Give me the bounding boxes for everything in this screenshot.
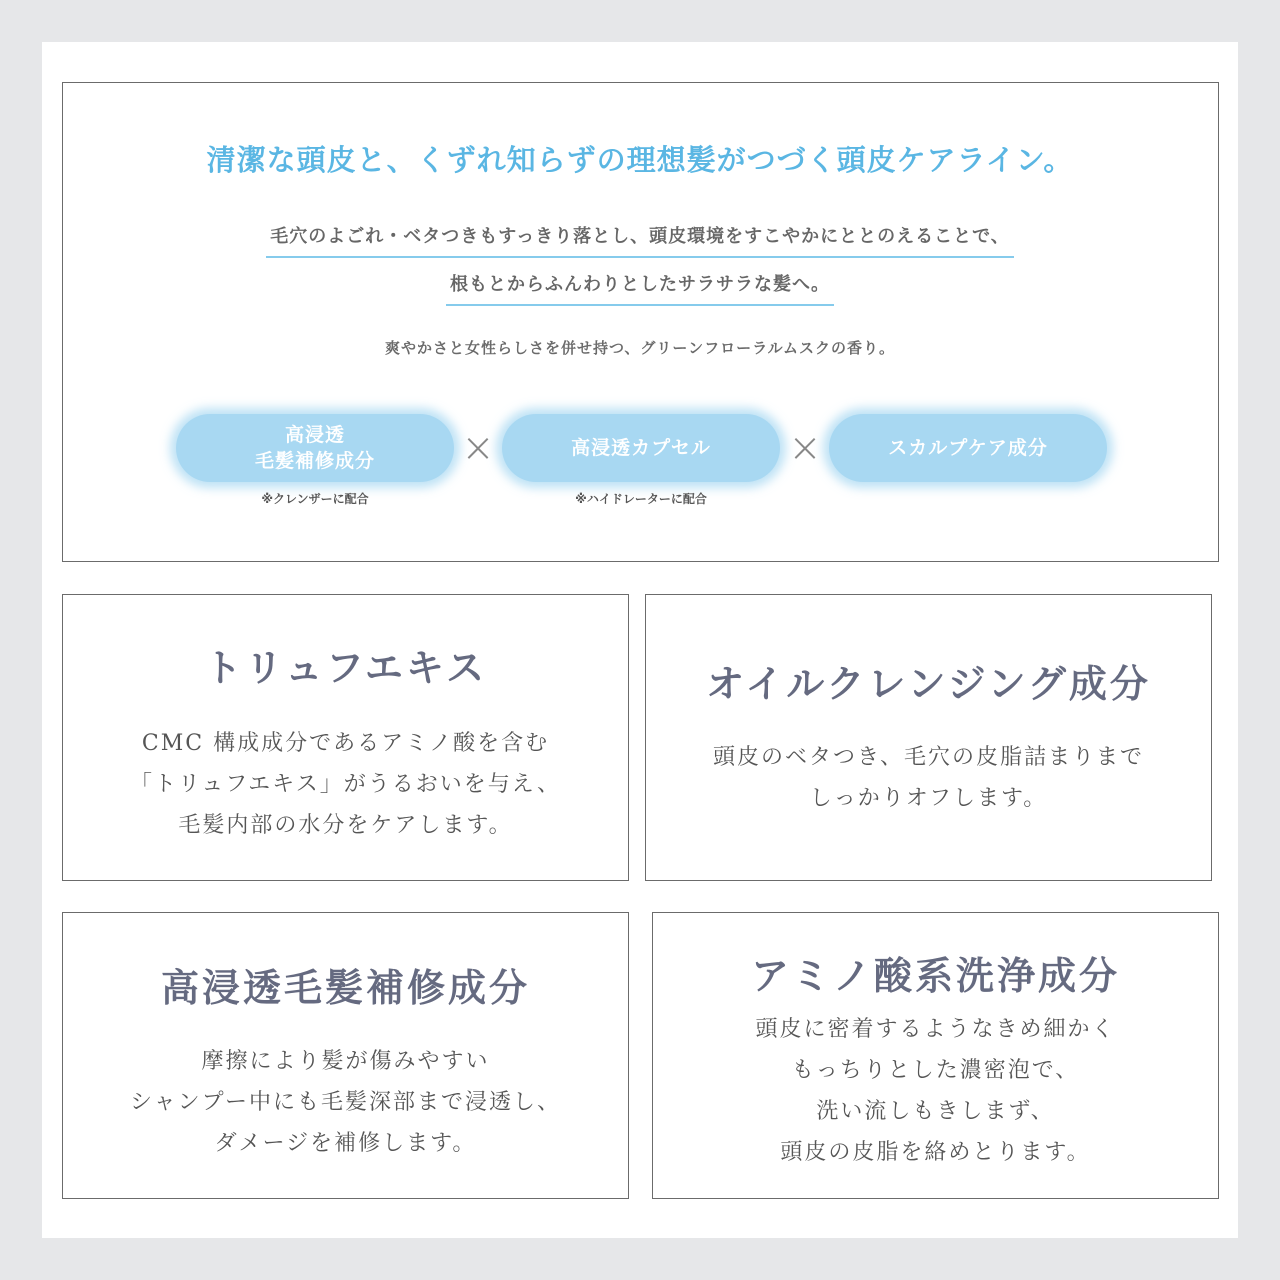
card-line: 摩擦により髪が傷みやすい xyxy=(201,1049,490,1074)
scent-text: 爽やかさと女性らしさを併せ持つ、グリーンフローラルムスクの香り。 xyxy=(384,339,896,357)
card-line: CMC 構成成分であるアミノ酸を含む xyxy=(141,731,550,756)
intro-text-2: 根もとからふんわりとしたサラサラな髪へ。 xyxy=(446,270,834,306)
pill-scalp-label: スカルプケア成分 xyxy=(888,437,1048,459)
card-line: 洗い流しもきしまず、 xyxy=(816,1099,1055,1124)
hero-headline: 清潔な頭皮と、くずれ知らずの理想髪がつづく頭皮ケアライン。 xyxy=(206,143,1074,177)
pill-repair-line-2: 毛髪補修成分 xyxy=(254,450,375,472)
card-body xyxy=(646,737,1211,819)
card-title: 高浸透毛髪補修成分 xyxy=(160,965,530,1010)
card-line: 毛髪内部の水分をケアします。 xyxy=(178,813,513,838)
pill-capsule-label: 高浸透カプセル xyxy=(571,437,711,459)
pill-repair-line-1: 高浸透 xyxy=(284,424,345,446)
intro-line-2 xyxy=(0,270,1280,306)
card-body xyxy=(653,1009,1218,1173)
card-line: ダメージを補修します。 xyxy=(214,1131,477,1156)
card-truffle xyxy=(62,594,629,881)
times-icon-1: × xyxy=(461,425,495,471)
card-line: しっかりオフします。 xyxy=(809,786,1048,811)
card-amino-acid xyxy=(652,912,1219,1199)
intro-text-1: 毛穴のよごれ・ベタつきもすっきり落とし、頭皮環境をすこやかにととのえることで、 xyxy=(266,222,1014,258)
pill-repair xyxy=(176,414,454,482)
card-line: シャンプー中にも毛髪深部まで浸透し、 xyxy=(130,1090,561,1115)
card-body xyxy=(63,723,628,846)
card-title: アミノ酸系洗浄成分 xyxy=(750,953,1120,998)
pill-capsule xyxy=(502,414,780,482)
card-title: オイルクレンジング成分 xyxy=(706,661,1151,706)
card-oil-cleansing xyxy=(645,594,1212,881)
card-body xyxy=(63,1041,628,1164)
times-icon-2: × xyxy=(788,425,822,471)
pill-scalp xyxy=(829,414,1107,482)
card-line: 頭皮の皮脂を絡めとります。 xyxy=(780,1140,1091,1165)
card-line: 頭皮のベタつき、毛穴の皮脂詰まりまで xyxy=(712,745,1145,770)
card-line: 「トリュフエキス」がうるおいを与え、 xyxy=(129,772,562,797)
pill-note-hydrator: ※ハイドレーターに配合 xyxy=(575,492,707,506)
card-line: もっちりとした濃密泡で、 xyxy=(791,1058,1080,1083)
intro-line-1 xyxy=(0,222,1280,258)
pill-note-cleanser: ※クレンザーに配合 xyxy=(261,492,369,506)
card-repair-ingredient xyxy=(62,912,629,1199)
card-line: 頭皮に密着するようなきめ細かく xyxy=(755,1017,1116,1042)
card-title: トリュフエキス xyxy=(203,645,488,690)
